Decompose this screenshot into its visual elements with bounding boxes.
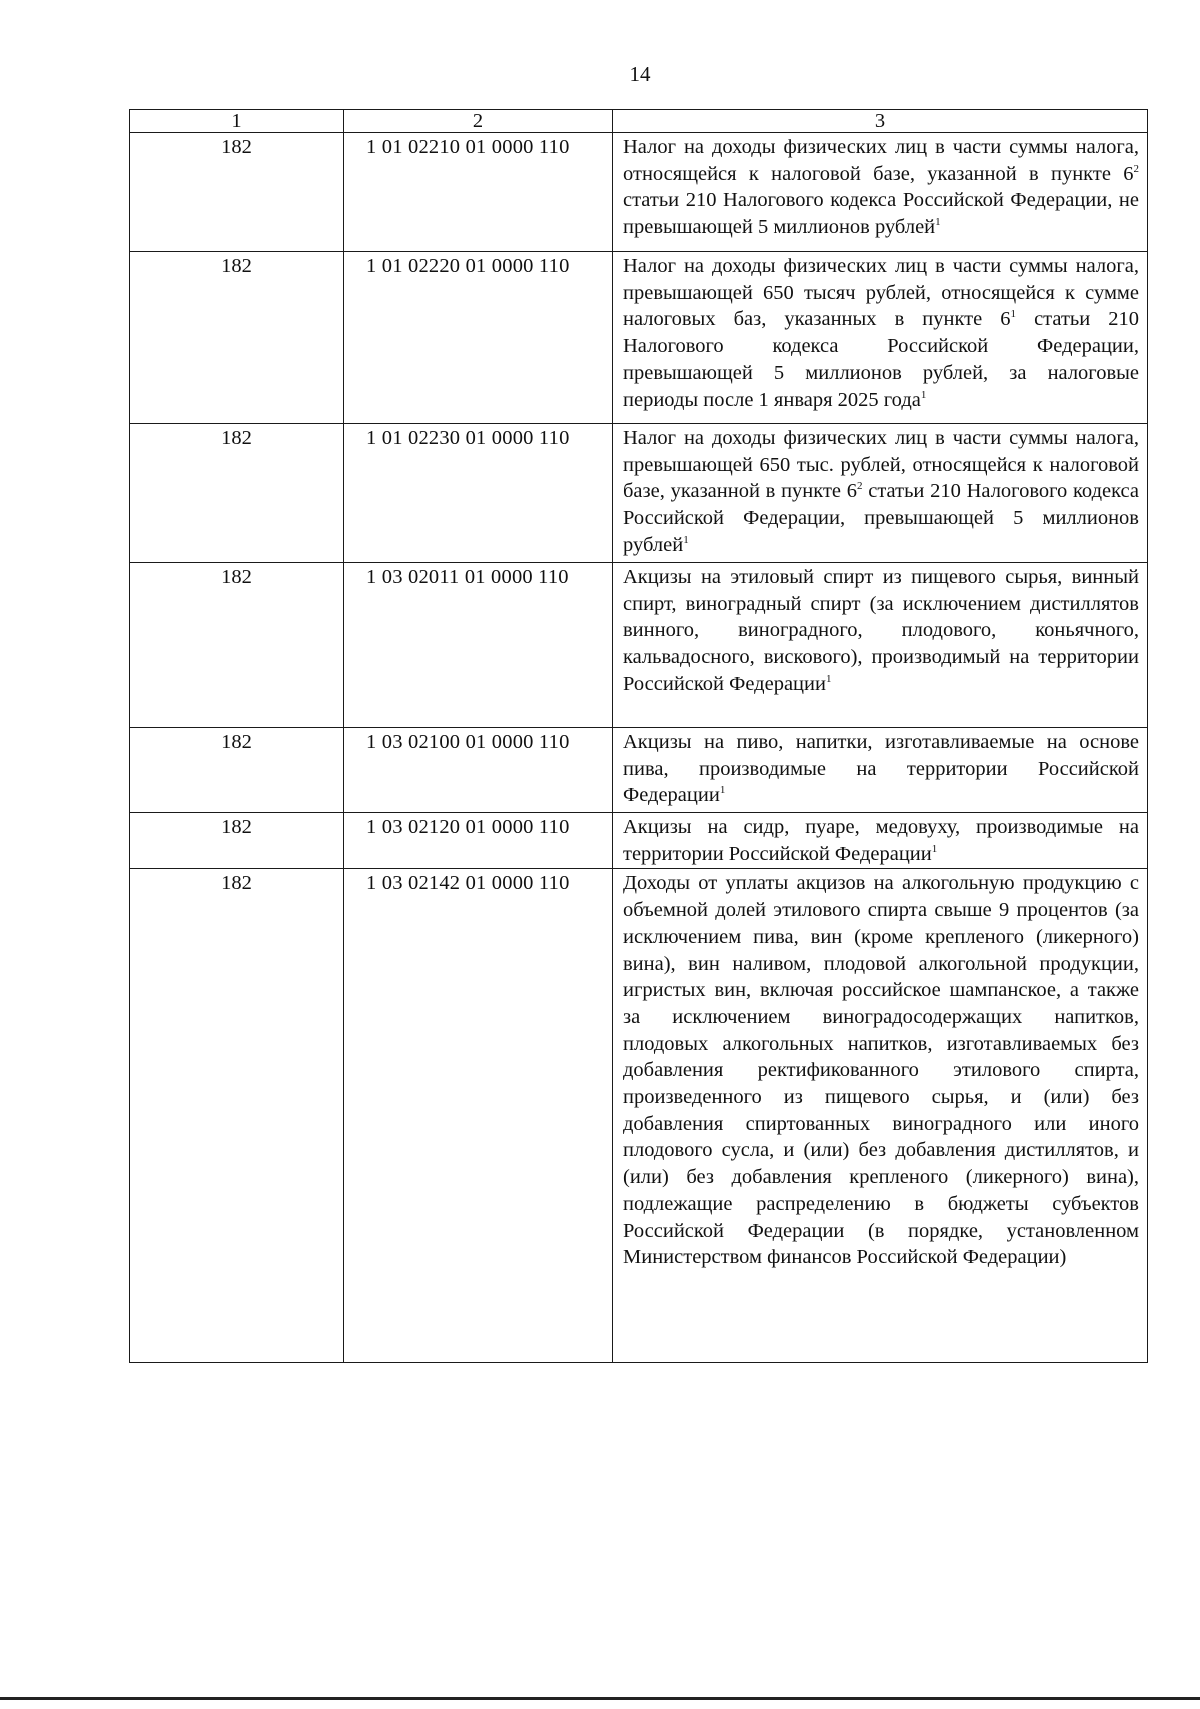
admin-code-cell: 182: [130, 813, 344, 869]
revenue-name-cell: [613, 813, 1148, 869]
revenue-name-cell: [613, 728, 1148, 813]
footnote-marker: 1: [931, 842, 938, 855]
bottom-scan-border: [0, 1697, 1200, 1700]
table-row: [130, 252, 1148, 424]
revenue-name-cell: [613, 563, 1148, 728]
admin-code-cell: 182: [130, 869, 344, 1363]
revenue-classification-table: [129, 109, 1148, 1363]
revenue-name-text: Акцизы на пиво, напитки, изготавливаемые на основе пива, производимые на территории Российской Федерации: [623, 731, 1139, 807]
revenue-name-text: Налог на доходы физических лиц в части суммы налога, превышающей 650 тыс. рублей, относящейся к налоговой базе, указанной в пункте 6: [623, 427, 1139, 503]
kbk-code-cell: 1 03 02100 01 0000 110: [344, 728, 613, 813]
revenue-name-cell: [613, 252, 1148, 424]
table-row: [130, 813, 1148, 869]
revenue-name-text: статьи 210 Налогового кодекса Российской Федерации, превышающей 5 миллионов рублей: [623, 480, 1140, 556]
table-header-row: [130, 110, 1148, 133]
revenue-name-text: Акцизы на сидр, пуаре, медовуху, производимые на территории Российской Федерации: [623, 816, 1139, 865]
admin-code-cell: 182: [130, 133, 344, 252]
column-header-2: 2: [344, 110, 613, 133]
revenue-name-text: Акцизы на этиловый спирт из пищевого сырья, винный спирт, виноградный спирт (за исключением дистиллятов винного, виноградного, плодового, коньячного, кальвадосного, вискового), производимый на территории Российской Федерации: [623, 566, 1139, 695]
footnote-marker: 2: [857, 480, 863, 493]
column-header-3: 3: [613, 110, 1148, 133]
table-row: [130, 563, 1148, 728]
revenue-name-cell: [613, 424, 1148, 563]
revenue-name-text: статьи 210 Налогового кодекса Российской Федерации, превышающей 5 миллионов рублей, за налоговые периоды после 1 января 2025 года: [623, 308, 1139, 411]
revenue-name-text: статьи 210 Налогового кодекса Российской Федерации, не превышающей 5 миллионов рублей: [623, 189, 1139, 239]
footnote-marker: 1: [719, 784, 726, 797]
footnote-marker: 1: [920, 388, 927, 401]
kbk-code-cell: 1 01 02210 01 0000 110: [344, 133, 613, 252]
kbk-code-cell: 1 01 02220 01 0000 110: [344, 252, 613, 424]
admin-code-cell: 182: [130, 563, 344, 728]
table-row: [130, 133, 1148, 252]
revenue-name-cell: [613, 869, 1148, 1363]
table-row: [130, 424, 1148, 563]
kbk-code-cell: 1 03 02011 01 0000 110: [344, 563, 613, 728]
page-number: 14: [629, 62, 651, 86]
admin-code-cell: 182: [130, 728, 344, 813]
table-row: [130, 728, 1148, 813]
footnote-marker: 1: [935, 216, 941, 229]
revenue-name-text: Налог на доходы физических лиц в части суммы налога, относящейся к налоговой базе, указанной в пункте 6: [623, 136, 1139, 185]
footnote-marker: 1: [1010, 308, 1017, 321]
admin-code-cell: 182: [130, 424, 344, 563]
table-row: [130, 869, 1148, 1363]
revenue-name-text: Налог на доходы физических лиц в части суммы налога, превышающей 650 тысяч рублей, относящейся к сумме налоговых баз, указанных в пункте 6: [623, 255, 1139, 331]
footnote-marker: 1: [825, 672, 832, 685]
footnote-marker: 2: [1133, 162, 1139, 175]
revenue-name-cell: [613, 133, 1148, 252]
footnote-marker: 1: [683, 533, 689, 546]
admin-code-cell: 182: [130, 252, 344, 424]
column-header-1: 1: [130, 110, 344, 133]
kbk-code-cell: 1 01 02230 01 0000 110: [344, 424, 613, 563]
kbk-code-cell: 1 03 02120 01 0000 110: [344, 813, 613, 869]
kbk-code-cell: 1 03 02142 01 0000 110: [344, 869, 613, 1363]
revenue-name-text: Доходы от уплаты акцизов на алкогольную продукцию с объемной долей этилового спирта свыше 9 процентов (за исключением пива, вин (кроме крепленого (ликерного) вина), вин наливом, плодовой алкогольной продукции, игристых вин, включая российское шампанское, а также за исключением виноградосодержащих напитков, плодовых алкогольных напитков, изготавливаемых без добавления ректификованного этилового спирта, произведенного из пищевого сырья, и (или) без добавления спиртованных виноградного или иного плодового сусла, и (или) без добавления дистиллятов, и (или) без добавления крепленого (ликерного) вина), подлежащие распределению в бюджеты субъектов Российской Федерации (в порядке, установленном Министерством финансов Российской Федерации): [623, 872, 1139, 1269]
